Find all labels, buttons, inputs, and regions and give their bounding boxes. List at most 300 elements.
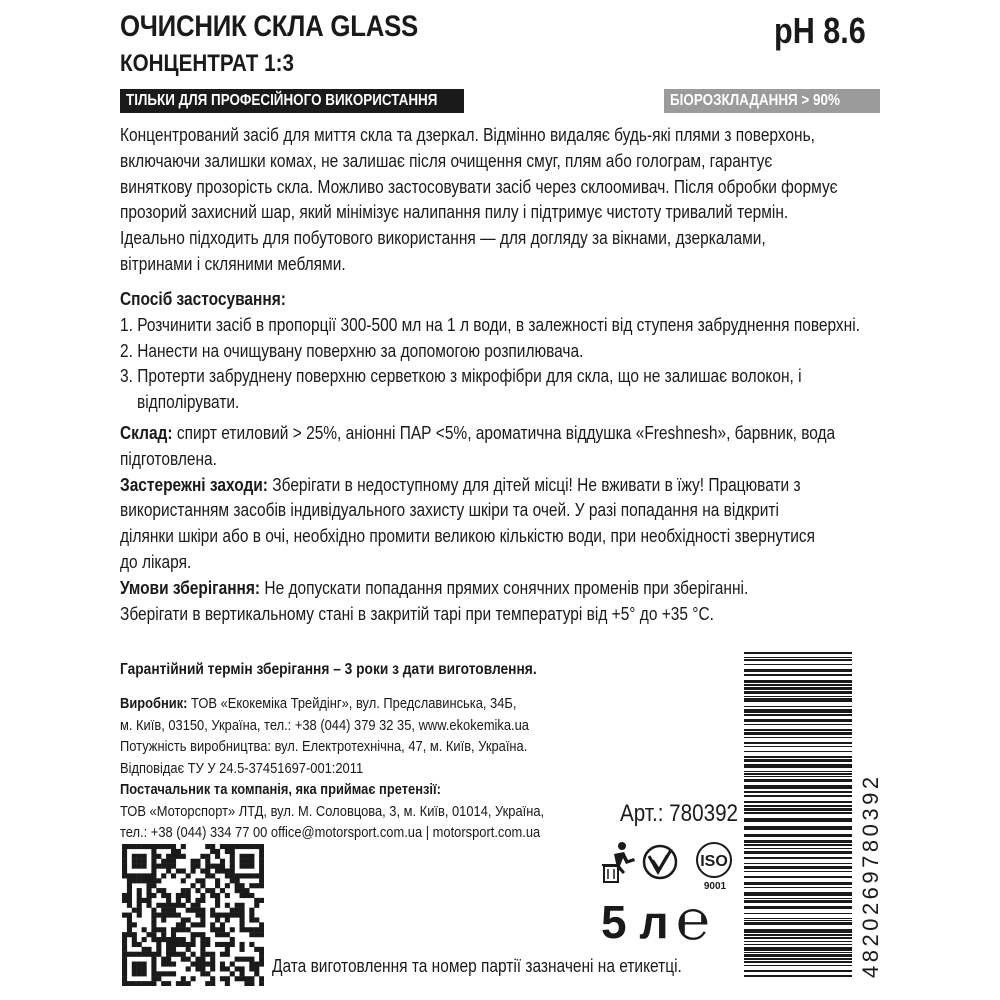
qr-module [161,859,166,864]
qr-module [146,888,151,893]
volume-label: 5 л [601,896,669,948]
qr-module [176,893,181,898]
qr-module [142,864,147,869]
qr-module [191,859,196,864]
barcode-bar [744,674,852,676]
qr-module [181,976,186,981]
qr-module [146,883,151,888]
qr-module [205,962,210,967]
qr-module [137,952,142,957]
usage-section [120,287,1000,416]
qr-module [240,971,245,976]
barcode-bar [744,900,852,903]
qr-module [122,859,127,864]
qr-module [156,888,161,893]
qr-module [181,878,186,883]
qr-module [259,849,264,854]
barcode-bar [744,764,852,768]
barcode-bar [744,773,852,775]
qr-module [166,947,171,952]
qr-module [161,844,166,849]
barcode-bar [744,687,852,690]
qr-module [186,898,191,903]
qr-module [230,868,235,873]
qr-module [161,908,166,913]
qr-module [240,917,245,922]
qr-module [230,927,235,932]
qr-module [181,917,186,922]
qr-module [137,888,142,893]
certification-icons [598,836,746,896]
qr-module [220,927,225,932]
barcode-bar [744,954,852,957]
qr-module [137,844,142,849]
qr-module [181,844,186,849]
barcode-bar [744,696,852,697]
qr-module [259,976,264,981]
recycling-person-icon [602,842,635,882]
qr-module [146,873,151,878]
barcode-bar [744,906,852,909]
qr-module [259,854,264,859]
qr-module [156,913,161,918]
description-line: виняткову прозорість скла. Можливо застосовувати засіб через склоомивач. Після обробки формує [120,176,838,197]
qr-module [146,878,151,883]
product-subtitle: КОНЦЕНТРАТ 1:3 [120,50,294,77]
qr-module [210,844,215,849]
qr-module [171,864,176,869]
qr-module [127,873,132,878]
qr-module [225,976,230,981]
qr-module [166,903,171,908]
qr-module [132,942,137,947]
qr-module [191,962,196,967]
qr-module [161,971,166,976]
manufacturer-text: ТОВ «Екокеміка Трейдінг», вул. Предславинська, 34Б, [187,695,517,712]
qr-module [235,883,240,888]
barcode-bar [744,840,852,843]
qr-code [122,844,264,986]
barcode-bar [744,970,852,972]
qr-module [132,962,137,967]
qr-module [166,854,171,859]
barcode-bar [744,851,852,854]
qr-module [161,927,166,932]
qr-module [254,947,259,952]
qr-module [137,873,142,878]
qr-module [176,937,181,942]
qr-module [122,976,127,981]
qr-module [151,849,156,854]
qr-module [240,859,245,864]
qr-module [132,971,137,976]
qr-module [230,854,235,859]
qr-module [132,844,137,849]
qr-module [191,932,196,937]
qr-module [171,971,176,976]
qr-module [240,927,245,932]
qr-module [244,888,249,893]
qr-module [146,952,151,957]
qr-module [156,937,161,942]
qr-module [259,844,264,849]
qr-module [254,873,259,878]
qr-module [210,864,215,869]
qr-module [127,903,132,908]
product-title: ОЧИСНИК СКЛА GLASS [120,10,418,43]
qr-module [230,971,235,976]
description-line: Ідеально підходить для побутового використання — для догляду за вікнами, дзеркалами, [120,228,766,249]
qr-module [122,971,127,976]
qr-module [151,913,156,918]
qr-module [151,864,156,869]
qr-module [127,922,132,927]
qr-module [181,937,186,942]
qr-module [171,859,176,864]
qr-module [166,868,171,873]
qr-module [137,893,142,898]
article-number: Арт.: 780392 [620,800,739,827]
barcode-bar [744,913,852,914]
qr-module [137,898,142,903]
qr-module [181,893,186,898]
qr-module [205,952,210,957]
qr-module [249,873,254,878]
barcode-bar [744,871,852,872]
qr-module [137,962,142,967]
qr-module [127,844,132,849]
qr-module [200,908,205,913]
qr-module [166,844,171,849]
qr-module [137,942,142,947]
qr-module [220,868,225,873]
ukrainian-quality-mark-icon [644,846,676,878]
barcode-bar [744,684,852,686]
qr-module [210,908,215,913]
qr-module [200,898,205,903]
qr-module [151,908,156,913]
qr-module [230,878,235,883]
barcode-bar [744,848,852,849]
qr-module [254,898,259,903]
qr-module [151,854,156,859]
barcode-bar [744,657,852,658]
qr-module [235,878,240,883]
qr-module [146,844,151,849]
qr-module [244,844,249,849]
qr-module [200,913,205,918]
qr-module [142,952,147,957]
qr-module [195,913,200,918]
qr-module [230,913,235,918]
qr-module [151,976,156,981]
qr-module [142,859,147,864]
qr-module [127,893,132,898]
qr-module [215,883,220,888]
qr-module [225,942,230,947]
qr-module [225,868,230,873]
qr-module [210,873,215,878]
qr-module [259,883,264,888]
qr-module [215,868,220,873]
barcode-bar [744,724,852,725]
qr-module [259,859,264,864]
qr-module [127,927,132,932]
qr-module [156,864,161,869]
qr-module [249,981,254,986]
barcode-bar [744,801,852,803]
qr-module [230,873,235,878]
qr-module [205,971,210,976]
qr-module [215,913,220,918]
qr-module [151,962,156,967]
qr-module [132,864,137,869]
qr-module [142,971,147,976]
qr-module [220,859,225,864]
barcode-bar [744,776,852,777]
barcode-bar [744,659,852,661]
qr-module [220,952,225,957]
qr-module [166,952,171,957]
qr-module [151,957,156,962]
qr-module [161,981,166,986]
barcode-bar [744,669,852,672]
qr-module [161,962,166,967]
qr-module [205,868,210,873]
ph-value: pH 8.6 [774,10,866,51]
qr-module [146,893,151,898]
qr-module [137,903,142,908]
qr-module [127,952,132,957]
qr-module [210,976,215,981]
qr-module [259,947,264,952]
qr-module [137,859,142,864]
qr-module [249,962,254,967]
qr-module [220,888,225,893]
qr-module [161,913,166,918]
qr-module [171,932,176,937]
qr-module [200,854,205,859]
qr-module [220,966,225,971]
qr-module [161,917,166,922]
qr-module [156,952,161,957]
qr-module [244,927,249,932]
qr-module [132,932,137,937]
storage-label: Умови зберігання: [120,577,261,598]
barcode-bar [744,756,852,758]
qr-module [230,908,235,913]
usage-step: 1. Розчинити засіб в пропорції 300-500 мл на 1 л води, в залежності від ступеня забруднення поверхні. [120,314,860,335]
qr-module [205,859,210,864]
barcode-bar [744,834,852,837]
qr-module [181,981,186,986]
qr-module [200,937,205,942]
qr-module [181,888,186,893]
qr-module [240,873,245,878]
qr-module [181,957,186,962]
composition-text: підготовлена. [120,448,217,469]
barcode-bar [744,706,852,707]
qr-module [200,971,205,976]
barcode-bar [744,965,852,966]
qr-module [210,922,215,927]
qr-module [249,864,254,869]
barcode-bar [744,863,852,864]
qr-module [146,981,151,986]
qr-module [132,937,137,942]
qr-module [235,873,240,878]
qr-module [259,864,264,869]
qr-module [235,908,240,913]
qr-module [244,854,249,859]
qr-module [191,903,196,908]
precautions-text: Зберігати в недоступному для дітей місці! Не вживати в їжу! Працювати з [267,474,801,495]
qr-module [142,898,147,903]
qr-module [225,873,230,878]
qr-module [200,922,205,927]
barcode-bar [744,892,852,896]
qr-module [127,883,132,888]
barcode-bar [744,785,852,789]
qr-module [146,903,151,908]
qr-module [205,937,210,942]
qr-module [244,873,249,878]
qr-module [171,937,176,942]
qr-module [156,976,161,981]
qr-module [181,922,186,927]
qr-module [249,913,254,918]
qr-module [200,942,205,947]
qr-module [254,966,259,971]
qr-module [156,927,161,932]
qr-module [210,962,215,967]
qr-module [122,942,127,947]
precautions-text: до лікаря. [120,551,192,572]
qr-module [166,957,171,962]
qr-module [132,908,137,913]
qr-module [156,971,161,976]
qr-module [225,844,230,849]
qr-module [205,844,210,849]
qr-module [249,893,254,898]
barcode-bar [744,759,852,762]
date-note: Дата виготовлення та номер партії зазначені на етикетці. [272,956,682,976]
qr-module [151,922,156,927]
qr-module [156,844,161,849]
qr-module [176,952,181,957]
qr-module [166,913,171,918]
qr-module [122,966,127,971]
qr-module [210,913,215,918]
barcode-bar [744,664,852,665]
qr-module [127,981,132,986]
qr-module [230,859,235,864]
qr-module [127,913,132,918]
qr-module [171,942,176,947]
qr-module [132,966,137,971]
qr-module [137,913,142,918]
qr-module [195,898,200,903]
usage-heading: Спосіб застосування: [120,289,286,309]
qr-module [225,849,230,854]
barcode-bar [744,844,852,846]
precautions-text: використанням засобів індивідуального захисту шкіри та очей. У разі попадання на відкриті [120,500,779,521]
qr-module [225,913,230,918]
qr-module [181,942,186,947]
technical-spec: Відповідає ТУ У 24.5-37451697-001:2011 [120,759,364,777]
qr-module [259,868,264,873]
qr-module [122,913,127,918]
qr-module [220,942,225,947]
qr-module [127,878,132,883]
qr-module [142,873,147,878]
description-line: вітринами і скляними меблями. [120,253,346,274]
qr-module [200,962,205,967]
qr-module [230,937,235,942]
qr-module [166,898,171,903]
barcode-bar [744,737,852,738]
iso-label: ISO [700,853,728,870]
qr-module [254,883,259,888]
qr-module [220,913,225,918]
qr-module [259,922,264,927]
qr-module [205,864,210,869]
qr-module [210,966,215,971]
qr-module [161,937,166,942]
qr-module [254,917,259,922]
qr-module [215,942,220,947]
barcode-bar [744,944,852,945]
qr-module [200,957,205,962]
qr-module [166,971,171,976]
qr-module [166,937,171,942]
qr-module [205,873,210,878]
qr-module [200,868,205,873]
precautions-text: ділянки шкіри або в очі, необхідно промити великою кількістю води, при необхідності звернутися [120,526,816,547]
qr-module [191,883,196,888]
qr-module [195,903,200,908]
barcode-bar [744,958,852,960]
qr-module [127,898,132,903]
description-line: прозорий захисний шар, який мінімізує налипання пилу і підтримує чистоту тривалий термін. [120,202,789,223]
qr-module [205,888,210,893]
qr-module [259,952,264,957]
barcode-bar [744,876,852,878]
qr-module [161,957,166,962]
qr-module [215,864,220,869]
qr-module [230,849,235,854]
qr-module [176,927,181,932]
qr-module [210,849,215,854]
qr-module [249,844,254,849]
qr-module [176,868,181,873]
barcode-bar [744,882,852,885]
qr-module [244,957,249,962]
qr-module [220,932,225,937]
qr-module [186,942,191,947]
qr-module [156,947,161,952]
qr-module [142,966,147,971]
qr-module [200,952,205,957]
qr-module [142,844,147,849]
qr-module [166,864,171,869]
qr-module [132,859,137,864]
qr-module [186,927,191,932]
qr-module [151,937,156,942]
qr-module [151,859,156,864]
qr-module [210,927,215,932]
product-description [120,123,1000,278]
